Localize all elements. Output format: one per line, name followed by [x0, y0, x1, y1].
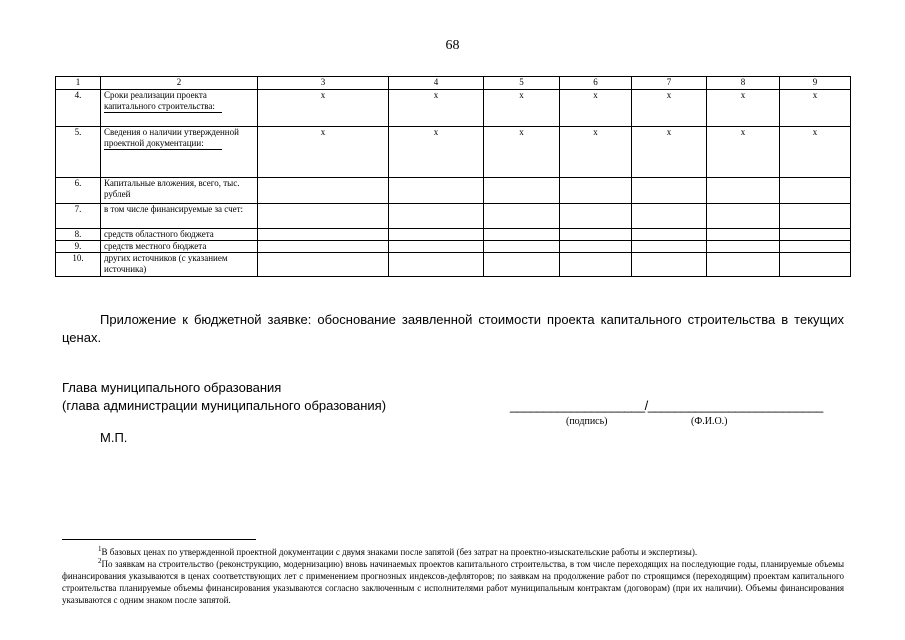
appendix-paragraph: Приложение к бюджетной заявке: обоснование заявленной стоимости проекта капитального строительства в текущих ценах. [62, 312, 844, 345]
fill-in-line [104, 149, 222, 150]
table-cell [560, 253, 632, 277]
table-cell [389, 178, 484, 204]
table-cell [560, 204, 632, 229]
header-cell: 1 [56, 77, 101, 90]
name-caption: (Ф.И.О.) [691, 416, 728, 427]
table-cell [560, 241, 632, 253]
table-cell: х [389, 90, 484, 127]
row-label: средств местного бюджета [101, 241, 258, 253]
signature-caption: (подпись) [566, 416, 608, 427]
header-cell: 6 [560, 77, 632, 90]
header-cell: 2 [101, 77, 258, 90]
table-cell [389, 253, 484, 277]
table-cell: х [258, 90, 389, 127]
table-cell [258, 253, 389, 277]
row-number: 7. [56, 204, 101, 229]
table-row [56, 90, 851, 127]
header-cell: 8 [707, 77, 780, 90]
row-label: в том числе финансируемые за счет: [101, 204, 258, 229]
budget-table [55, 76, 851, 277]
header-cell: 4 [389, 77, 484, 90]
row-number: 9. [56, 241, 101, 253]
table-cell: х [484, 90, 560, 127]
table-cell: х [258, 127, 389, 178]
table-cell: х [484, 127, 560, 178]
table-cell [258, 178, 389, 204]
row-label: других источников (с указанием источника) [101, 253, 258, 277]
table-cell [780, 253, 851, 277]
table-cell [632, 204, 707, 229]
table-row [56, 178, 851, 204]
table-cell [560, 229, 632, 241]
table-cell: х [780, 90, 851, 127]
header-cell: 5 [484, 77, 560, 90]
table-cell [780, 229, 851, 241]
header-cell: 9 [780, 77, 851, 90]
table-cell: х [560, 90, 632, 127]
table-header-row [56, 77, 851, 90]
table-cell [780, 204, 851, 229]
footnote-mark: 2 [98, 557, 102, 565]
table-cell [560, 178, 632, 204]
row-label: Капитальные вложения, всего, тыс. рублей [101, 178, 258, 204]
table-cell [484, 241, 560, 253]
footnotes [62, 546, 844, 606]
table-cell: х [632, 127, 707, 178]
table-cell [484, 204, 560, 229]
table-cell [707, 229, 780, 241]
table-row [56, 127, 851, 178]
footnote [62, 546, 844, 558]
table-cell: х [707, 127, 780, 178]
table-cell [258, 229, 389, 241]
stamp-placeholder: М.П. [100, 430, 128, 445]
table-cell [707, 253, 780, 277]
table-cell [389, 241, 484, 253]
table-cell: х [560, 127, 632, 178]
signatory-subtitle: (глава администрации муниципального образования) [62, 398, 387, 413]
row-number: 6. [56, 178, 101, 204]
table-cell [632, 241, 707, 253]
table-row [56, 241, 851, 253]
table-cell: х [707, 90, 780, 127]
footnote-mark: 1 [98, 545, 102, 553]
table-cell: х [780, 127, 851, 178]
table-cell [632, 178, 707, 204]
table-cell [484, 178, 560, 204]
table-cell [707, 178, 780, 204]
table-cell [707, 204, 780, 229]
table-cell [258, 241, 389, 253]
signature-lines: ____________________/__________________________ [510, 398, 823, 413]
table-row [56, 229, 851, 241]
footnote-text: В базовых ценах по утвержденной проектной документации с двумя знаками после запятой (без затрат на проектно-изыскательские работы и экспертизы). [101, 547, 698, 557]
row-number: 8. [56, 229, 101, 241]
row-label: Сроки реализации проекта капитального строительства: [101, 90, 258, 127]
table-cell [258, 204, 389, 229]
row-label: средств областного бюджета [101, 229, 258, 241]
table-row [56, 204, 851, 229]
footnote-text: По заявкам на строительство (реконструкцию, модернизацию) вновь начинаемых проектов капитального строительства, в том числе переходящих на последующие годы, планируемые объемы финансирования указываются в ценах соответствующих лет с применением прогнозных индексов-дефляторов; по заявкам на продолжение работ по строящимся (переходящим) проектам капитального строительства планируемые объемы финансирования указываются согласно заключенным с исполнителями работ муниципальным контрактам (договорам) (при их наличии). Объемы финансирования указываются с одним знаком после запятой. [62, 559, 844, 605]
table-cell [707, 241, 780, 253]
row-label: Сведения о наличии утвержденной проектной документации: [101, 127, 258, 178]
table-cell [484, 253, 560, 277]
table-cell: х [389, 127, 484, 178]
table-cell [780, 178, 851, 204]
table-cell [780, 241, 851, 253]
table-cell [389, 204, 484, 229]
table-cell [484, 229, 560, 241]
header-cell: 7 [632, 77, 707, 90]
footnote-separator [62, 539, 256, 540]
header-cell: 3 [258, 77, 389, 90]
row-number: 10. [56, 253, 101, 277]
signatory-title: Глава муниципального образования [62, 380, 282, 395]
table-cell [389, 229, 484, 241]
row-number: 5. [56, 127, 101, 178]
footnote [62, 558, 844, 606]
fill-in-line [104, 112, 222, 113]
page-number: 68 [445, 38, 460, 53]
table-row [56, 253, 851, 277]
table-cell [632, 229, 707, 241]
table-cell [632, 253, 707, 277]
row-number: 4. [56, 90, 101, 127]
table-cell: х [632, 90, 707, 127]
